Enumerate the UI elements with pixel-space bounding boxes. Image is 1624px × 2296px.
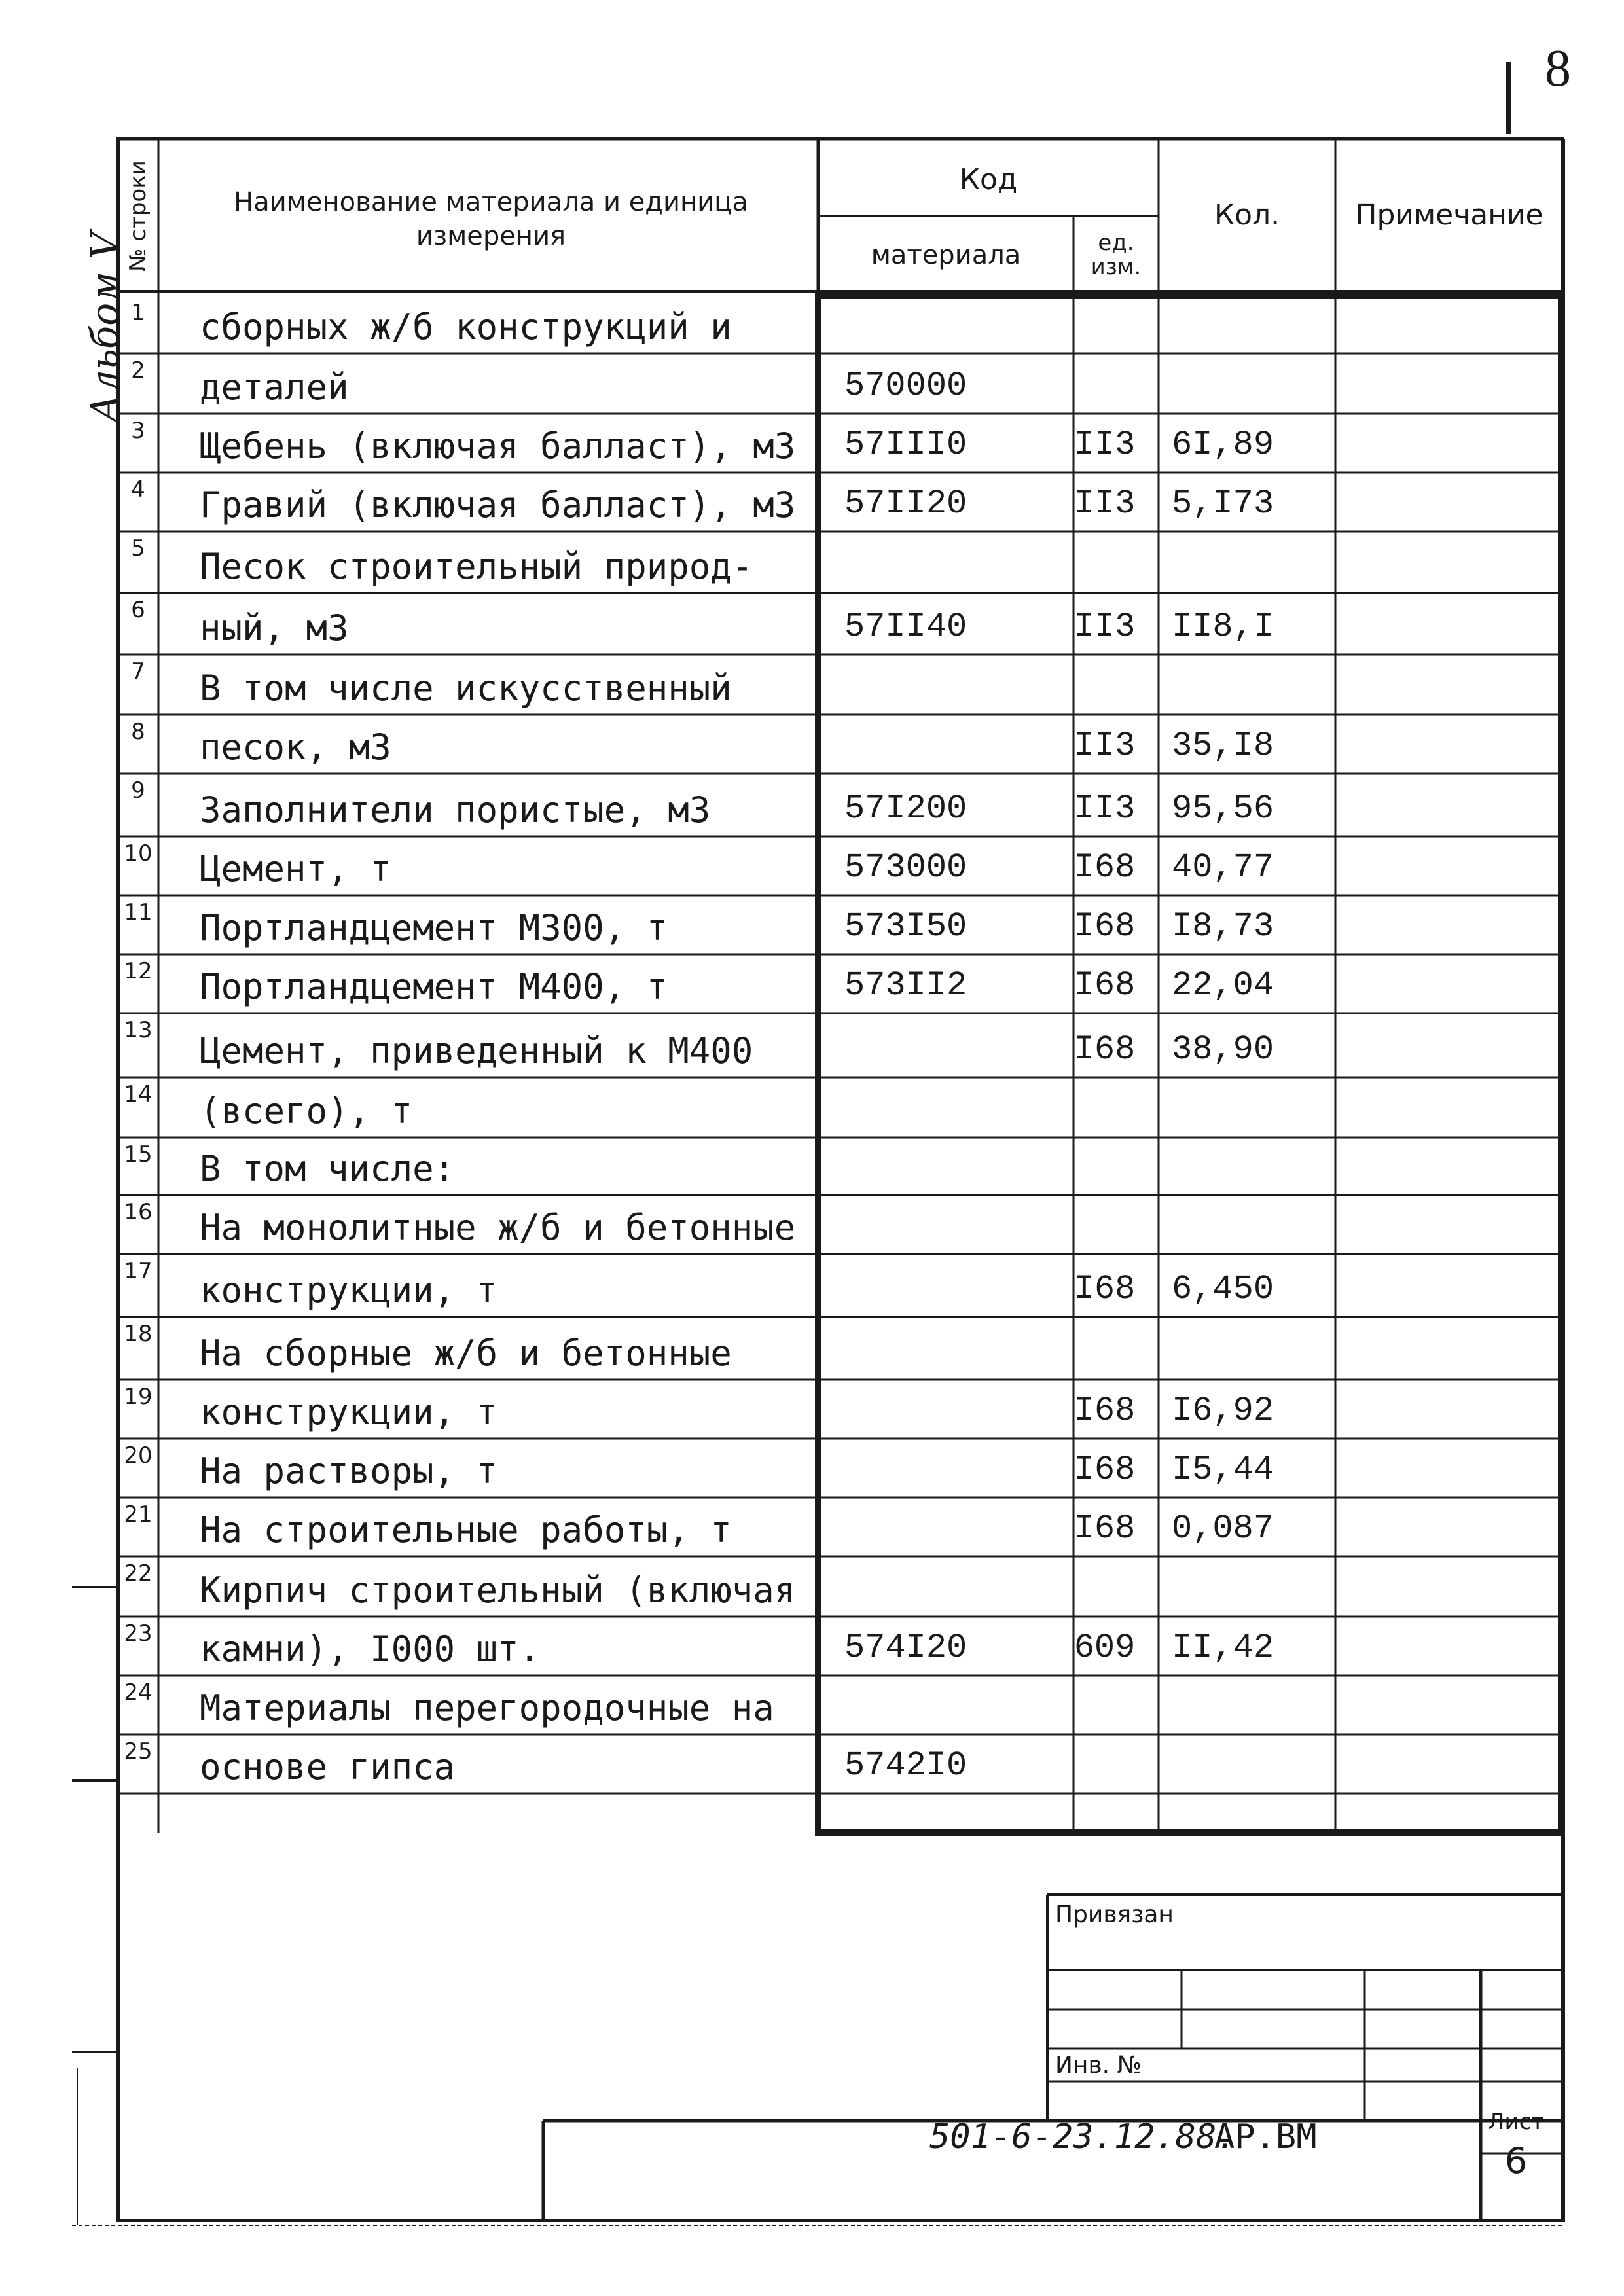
material-name: На сборные ж/б и бетонные (200, 1333, 732, 1374)
material-code: 57II20 (844, 484, 967, 523)
header-note: Примечание (1355, 198, 1543, 232)
material-code: 573II2 (844, 966, 967, 1005)
row-number: 16 (124, 1199, 153, 1225)
material-name: Портландцемент М400, т (200, 966, 668, 1007)
row-number: 9 (131, 778, 145, 804)
material-code: 573I50 (844, 907, 967, 946)
unit-code: I68 (1074, 848, 1136, 887)
unit-code: II3 (1074, 425, 1136, 464)
unit-code: I68 (1074, 1030, 1136, 1069)
quantity: 5,I73 (1172, 484, 1274, 523)
unit-code: I68 (1074, 1270, 1136, 1308)
row-number: 19 (124, 1384, 153, 1410)
material-code: 5742I0 (844, 1746, 967, 1785)
material-name: Гравий (включая балласт), м3 (200, 484, 796, 526)
row-number: 12 (124, 958, 153, 984)
material-name: камни), I000 шт. (200, 1628, 541, 1670)
row-number: 3 (131, 418, 145, 444)
unit-code: II3 (1074, 789, 1136, 828)
material-code: 574I20 (844, 1628, 967, 1667)
sheet-number: 6 (1504, 2140, 1528, 2181)
material-name: В том числе искусственный (200, 668, 732, 709)
document-code: 501-6-23.12.88. (929, 2117, 1237, 2157)
material-code: 57III0 (844, 425, 967, 464)
header-code-unit: ед. изм. (1091, 229, 1142, 280)
material-name: В том числе: (200, 1148, 456, 1189)
material-name: деталей (200, 367, 349, 408)
row-number: 1 (131, 300, 145, 326)
material-name: Материалы перегородочные на (200, 1687, 774, 1729)
bound-label: Привязан (1055, 1901, 1174, 1928)
header-code: Код (959, 163, 1018, 197)
quantity: II,42 (1172, 1628, 1274, 1667)
material-name: Песок строительный природ- (200, 546, 753, 587)
row-number: 22 (124, 1560, 153, 1587)
row-number: 5 (131, 535, 145, 562)
quantity: 38,90 (1172, 1030, 1274, 1069)
material-name: На монолитные ж/б и бетонные (200, 1207, 796, 1248)
row-number: 8 (131, 719, 145, 745)
quantity: 22,04 (1172, 966, 1274, 1005)
unit-code: II3 (1074, 484, 1136, 523)
quantity: 6I,89 (1172, 425, 1274, 464)
quantity: I5,44 (1172, 1450, 1274, 1489)
material-name: Щебень (включая балласт), м3 (200, 425, 796, 467)
material-name: Кирпич строительный (включая (200, 1570, 796, 1611)
row-number: 10 (124, 840, 153, 867)
row-number: 25 (124, 1738, 153, 1765)
row-number: 15 (124, 1141, 153, 1168)
row-number: 14 (124, 1081, 153, 1107)
material-code: 570000 (844, 367, 967, 405)
quantity: 95,56 (1172, 789, 1274, 828)
album-label: Альбом V (82, 232, 127, 423)
unit-code: II3 (1074, 607, 1136, 646)
row-number: 13 (124, 1017, 153, 1043)
unit-code: I68 (1074, 1509, 1136, 1548)
sheet-label: Лист (1487, 2109, 1545, 2135)
row-number: 4 (131, 476, 145, 503)
material-name: песок, м3 (200, 726, 391, 768)
material-name: Портландцемент М300, т (200, 907, 668, 948)
quantity: II8,I (1172, 607, 1274, 646)
row-number: 6 (131, 597, 145, 623)
row-number: 17 (124, 1258, 153, 1284)
quantity: 6,450 (1172, 1270, 1274, 1308)
material-name: На строительные работы, т (200, 1509, 732, 1551)
quantity: I8,73 (1172, 907, 1274, 946)
header-material-name: Наименование материала и единица измерения (234, 187, 748, 251)
quantity: 0,087 (1172, 1509, 1274, 1548)
row-number: 11 (124, 899, 153, 925)
header-row-number: № строки (125, 160, 151, 272)
material-code: 573000 (844, 848, 967, 887)
material-name: основе гипса (200, 1746, 456, 1787)
row-number: 20 (124, 1443, 153, 1469)
row-number: 23 (124, 1621, 153, 1647)
quantity: 40,77 (1172, 848, 1274, 887)
row-number: 2 (131, 357, 145, 384)
page-number: 8 (1545, 40, 1571, 98)
material-name: ный, м3 (200, 607, 349, 649)
unit-code: I68 (1074, 966, 1136, 1005)
header-quantity: Кол. (1214, 198, 1280, 232)
material-name: Заполнители пористые, м3 (200, 789, 711, 831)
unit-code: 609 (1074, 1628, 1136, 1667)
quantity: 35,I8 (1172, 726, 1274, 765)
row-number: 24 (124, 1679, 153, 1706)
material-code: 57I200 (844, 789, 967, 828)
unit-code: I68 (1074, 907, 1136, 946)
unit-code: I68 (1074, 1391, 1136, 1430)
row-number: 7 (131, 658, 145, 685)
material-name: (всего), т (200, 1090, 413, 1132)
inventory-number-label: Инв. № (1055, 2052, 1142, 2079)
document-suffix: АР.ВМ (1214, 2117, 1317, 2157)
row-number: 18 (124, 1321, 153, 1347)
material-name: конструкции, т (200, 1391, 498, 1433)
unit-code: II3 (1074, 726, 1136, 765)
unit-code: I68 (1074, 1450, 1136, 1489)
header-code-material: материала (871, 240, 1021, 270)
material-name: конструкции, т (200, 1270, 498, 1311)
material-name: Цемент, т (200, 848, 391, 889)
material-name: сборных ж/б конструкций и (200, 306, 732, 348)
material-name: Цемент, приведенный к М400 (200, 1030, 753, 1071)
quantity: I6,92 (1172, 1391, 1274, 1430)
material-name: На растворы, т (200, 1450, 498, 1492)
material-code: 57II40 (844, 607, 967, 646)
row-number: 21 (124, 1501, 153, 1528)
